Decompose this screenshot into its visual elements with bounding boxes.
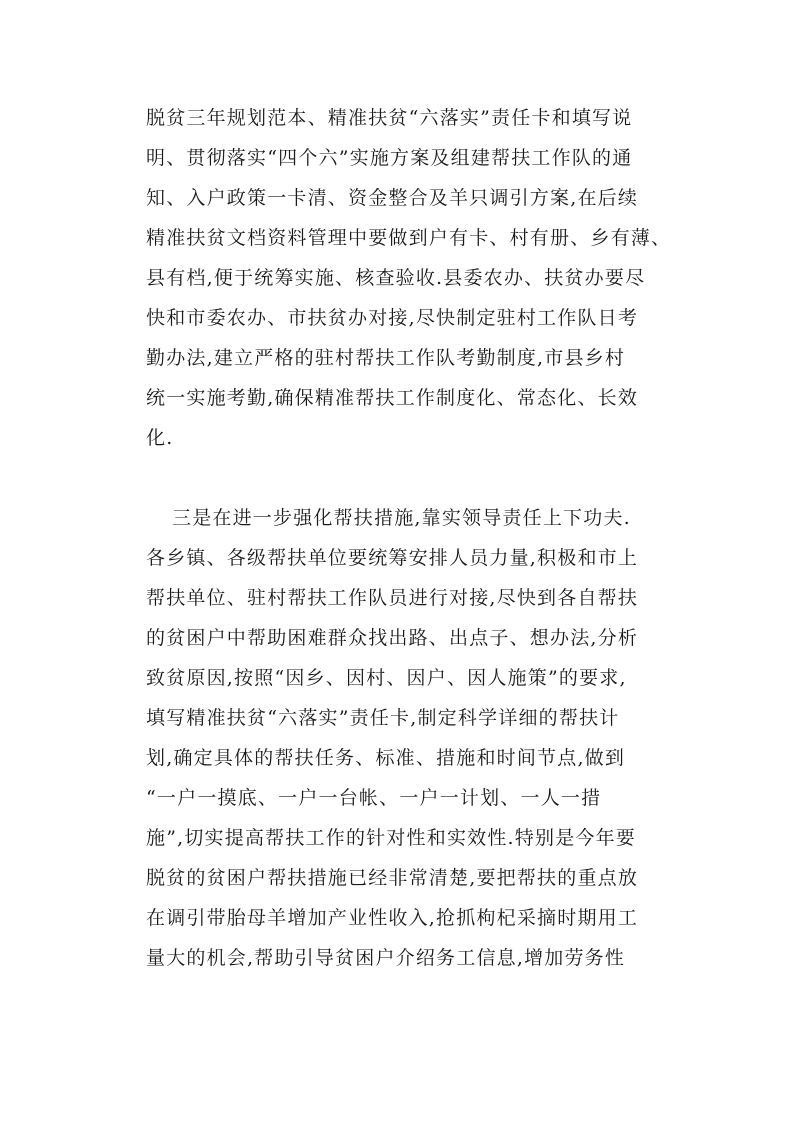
paragraph-1-line-9: 化.: [146, 427, 174, 449]
paragraph-2-line-8: “一户一摸底、一户一台帐、一户一计划、一人一措: [146, 787, 602, 809]
paragraph-2-line-4: 的贫困户中帮助困难群众找出路、出点子、想办法,分析: [146, 627, 639, 649]
paragraph-1-line-1: 脱贫三年规划范本、精准扶贫“六落实”责任卡和填写说: [146, 107, 633, 129]
paragraph-1-line-7: 勤办法,建立严格的驻村帮扶工作队考勤制度,市县乡村: [146, 347, 626, 369]
paragraph-2-line-6: 填写精准扶贫“六落实”责任卡,制定科学详细的帮扶计: [146, 707, 620, 729]
paragraph-2-line-5: 致贫原因,按照“因乡、因村、因户、因人施策”的要求,: [146, 667, 627, 689]
paragraph-2-line-7: 划,确定具体的帮扶任务、标准、措施和时间节点,做到: [146, 747, 626, 769]
paragraph-1-line-4: 精准扶贫文档资料管理中要做到户有卡、村有册、乡有薄、: [146, 227, 672, 249]
paragraph-1-line-6: 快和市委农办、市扶贫办对接,尽快制定驻村工作队日考: [146, 307, 639, 329]
paragraph-2-line-10: 脱贫的贫困户帮扶措施已经非常清楚,要把帮扶的重点放: [146, 867, 639, 889]
paragraph-2-line-12: 量大的机会,帮助引导贫困户介绍务工信息,增加劳务性: [146, 947, 626, 969]
paragraph-2-line-11: 在调引带胎母羊增加产业性收入,抢抓枸杞采摘时期用工: [146, 907, 639, 929]
paragraph-1-line-8: 统一实施考勤,确保精准帮扶工作制度化、常态化、长效: [146, 387, 639, 409]
paragraph-1-line-5: 县有档,便于统筹实施、核查验收.县委农办、扶贫办要尽: [146, 267, 646, 289]
paragraph-2-line-1: 三是在进一步强化帮扶措施,靠实领导责任上下功夫.: [172, 507, 631, 529]
paragraph-2-line-3: 帮扶单位、驻村帮扶工作队员进行对接,尽快到各自帮扶: [146, 587, 639, 609]
paragraph-1-line-3: 知、入户政策一卡清、资金整合及羊只调引方案,在后续: [146, 187, 639, 209]
paragraph-1-line-2: 明、贯彻落实“四个六”实施方案及组建帮扶工作队的通: [146, 147, 633, 169]
paragraph-2-line-2: 各乡镇、各级帮扶单位要统筹安排人员力量,积极和市上: [146, 547, 639, 569]
paragraph-2-line-9: 施”,切实提高帮扶工作的针对性和实效性.特别是今年要: [146, 827, 636, 849]
